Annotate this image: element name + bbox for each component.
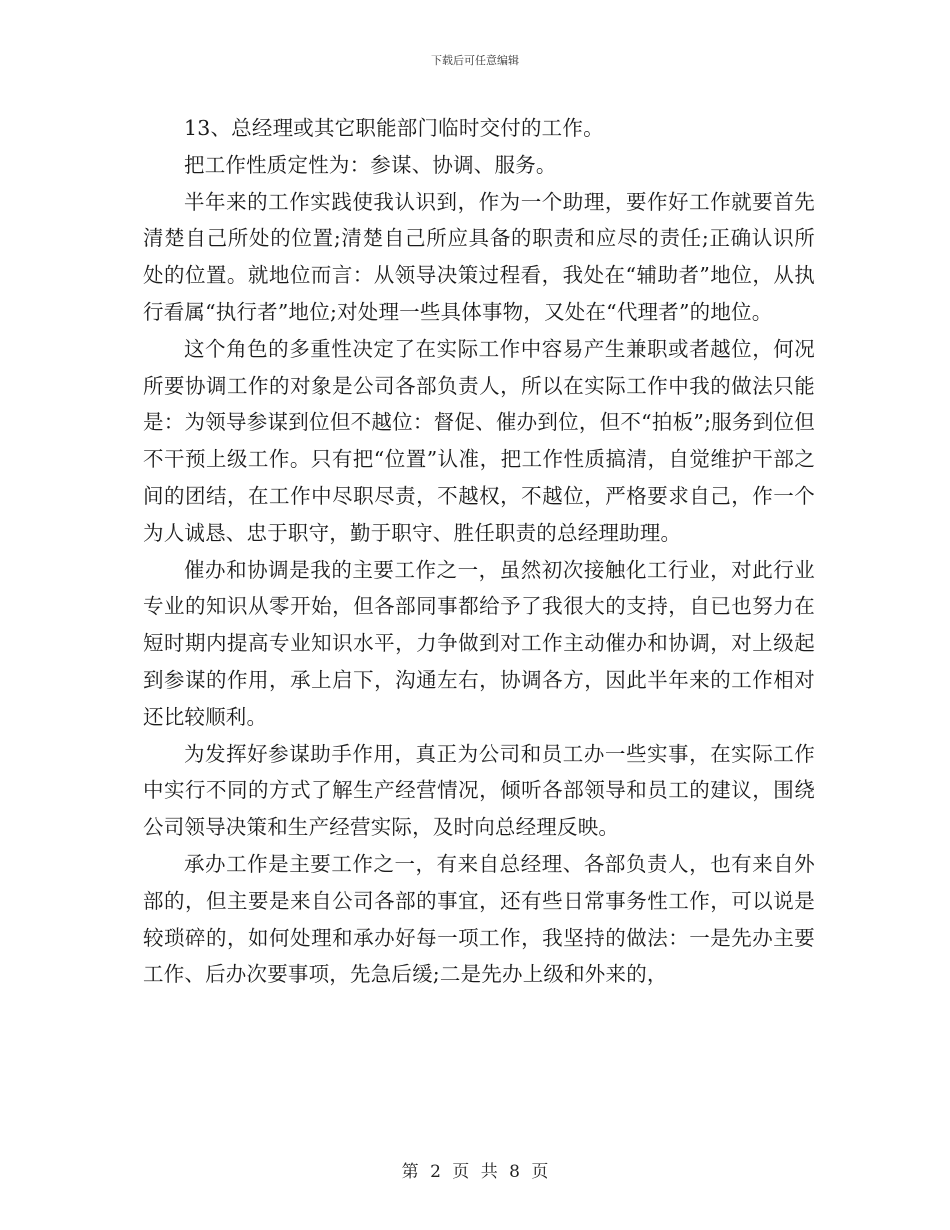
paragraph-3: 半年来的工作实践使我认识到，作为一个助理，要作好工作就要首先清楚自己所处的位置;清楚自己所应具备的职责和应尽的责任;正确认识所处的位置。就地位而言：从领导决策过程看，我处在“辅助者”地位，从执行看属“执行者”地位;对处理一些具体事物，又处在“代理者”的地位。 <box>143 189 815 324</box>
paragraph-5: 催办和协调是我的主要工作之一，虽然初次接触化工行业，对此行业专业的知识从零开始，但各部同事都给予了我很大的支持，自已也努力在短时期内提高专业知识水平，力争做到对工作主动催办和协调，对上级起到参谋的作用，承上启下，沟通左右，协调各方，因此半年来的工作相对还比较顺利。 <box>143 557 815 729</box>
paragraph-2: 把工作性质定性为：参谋、协调、服务。 <box>184 152 557 177</box>
paragraph-4: 这个角色的多重性决定了在实际工作中容易产生兼职或者越位，何况所要协调工作的对象是公司各部负责人，所以在实际工作中我的做法只能是：为领导参谋到位但不越位：督促、催办到位，但不“拍板”;服务到位但不干预上级工作。只有把“位置”认准，把工作性质搞清，自觉维护干部之间的团结，在工作中尽职尽责，不越权，不越位，严格要求自己，作一个为人诚恳、忠于职守，勤于职守、胜任职责的总经理助理。 <box>143 336 815 545</box>
document-body <box>143 110 815 993</box>
header-note: 下载后可任意编辑 <box>431 54 519 67</box>
paragraph-6: 为发挥好参谋助手作用，真正为公司和员工办一些实事，在实际工作中实行不同的方式了解生产经营情况，倾听各部领导和员工的建议，围绕公司领导决策和生产经营实际，及时向总经理反映。 <box>143 741 815 840</box>
page-number-footer: 第 2 页 共 8 页 <box>401 1162 549 1182</box>
paragraph-1: 13、总经理或其它职能部门临时交付的工作。 <box>184 116 604 140</box>
paragraph-7: 承办工作是主要工作之一，有来自总经理、各部负责人，也有来自外部的，但主要是来自公司各部的事宜，还有些日常事务性工作，可以说是较琐碎的，如何处理和承办好每一项工作，我坚持的做法：一是先办主要工作、后办次要事项，先急后缓;二是先办上级和外来的， <box>143 851 815 987</box>
